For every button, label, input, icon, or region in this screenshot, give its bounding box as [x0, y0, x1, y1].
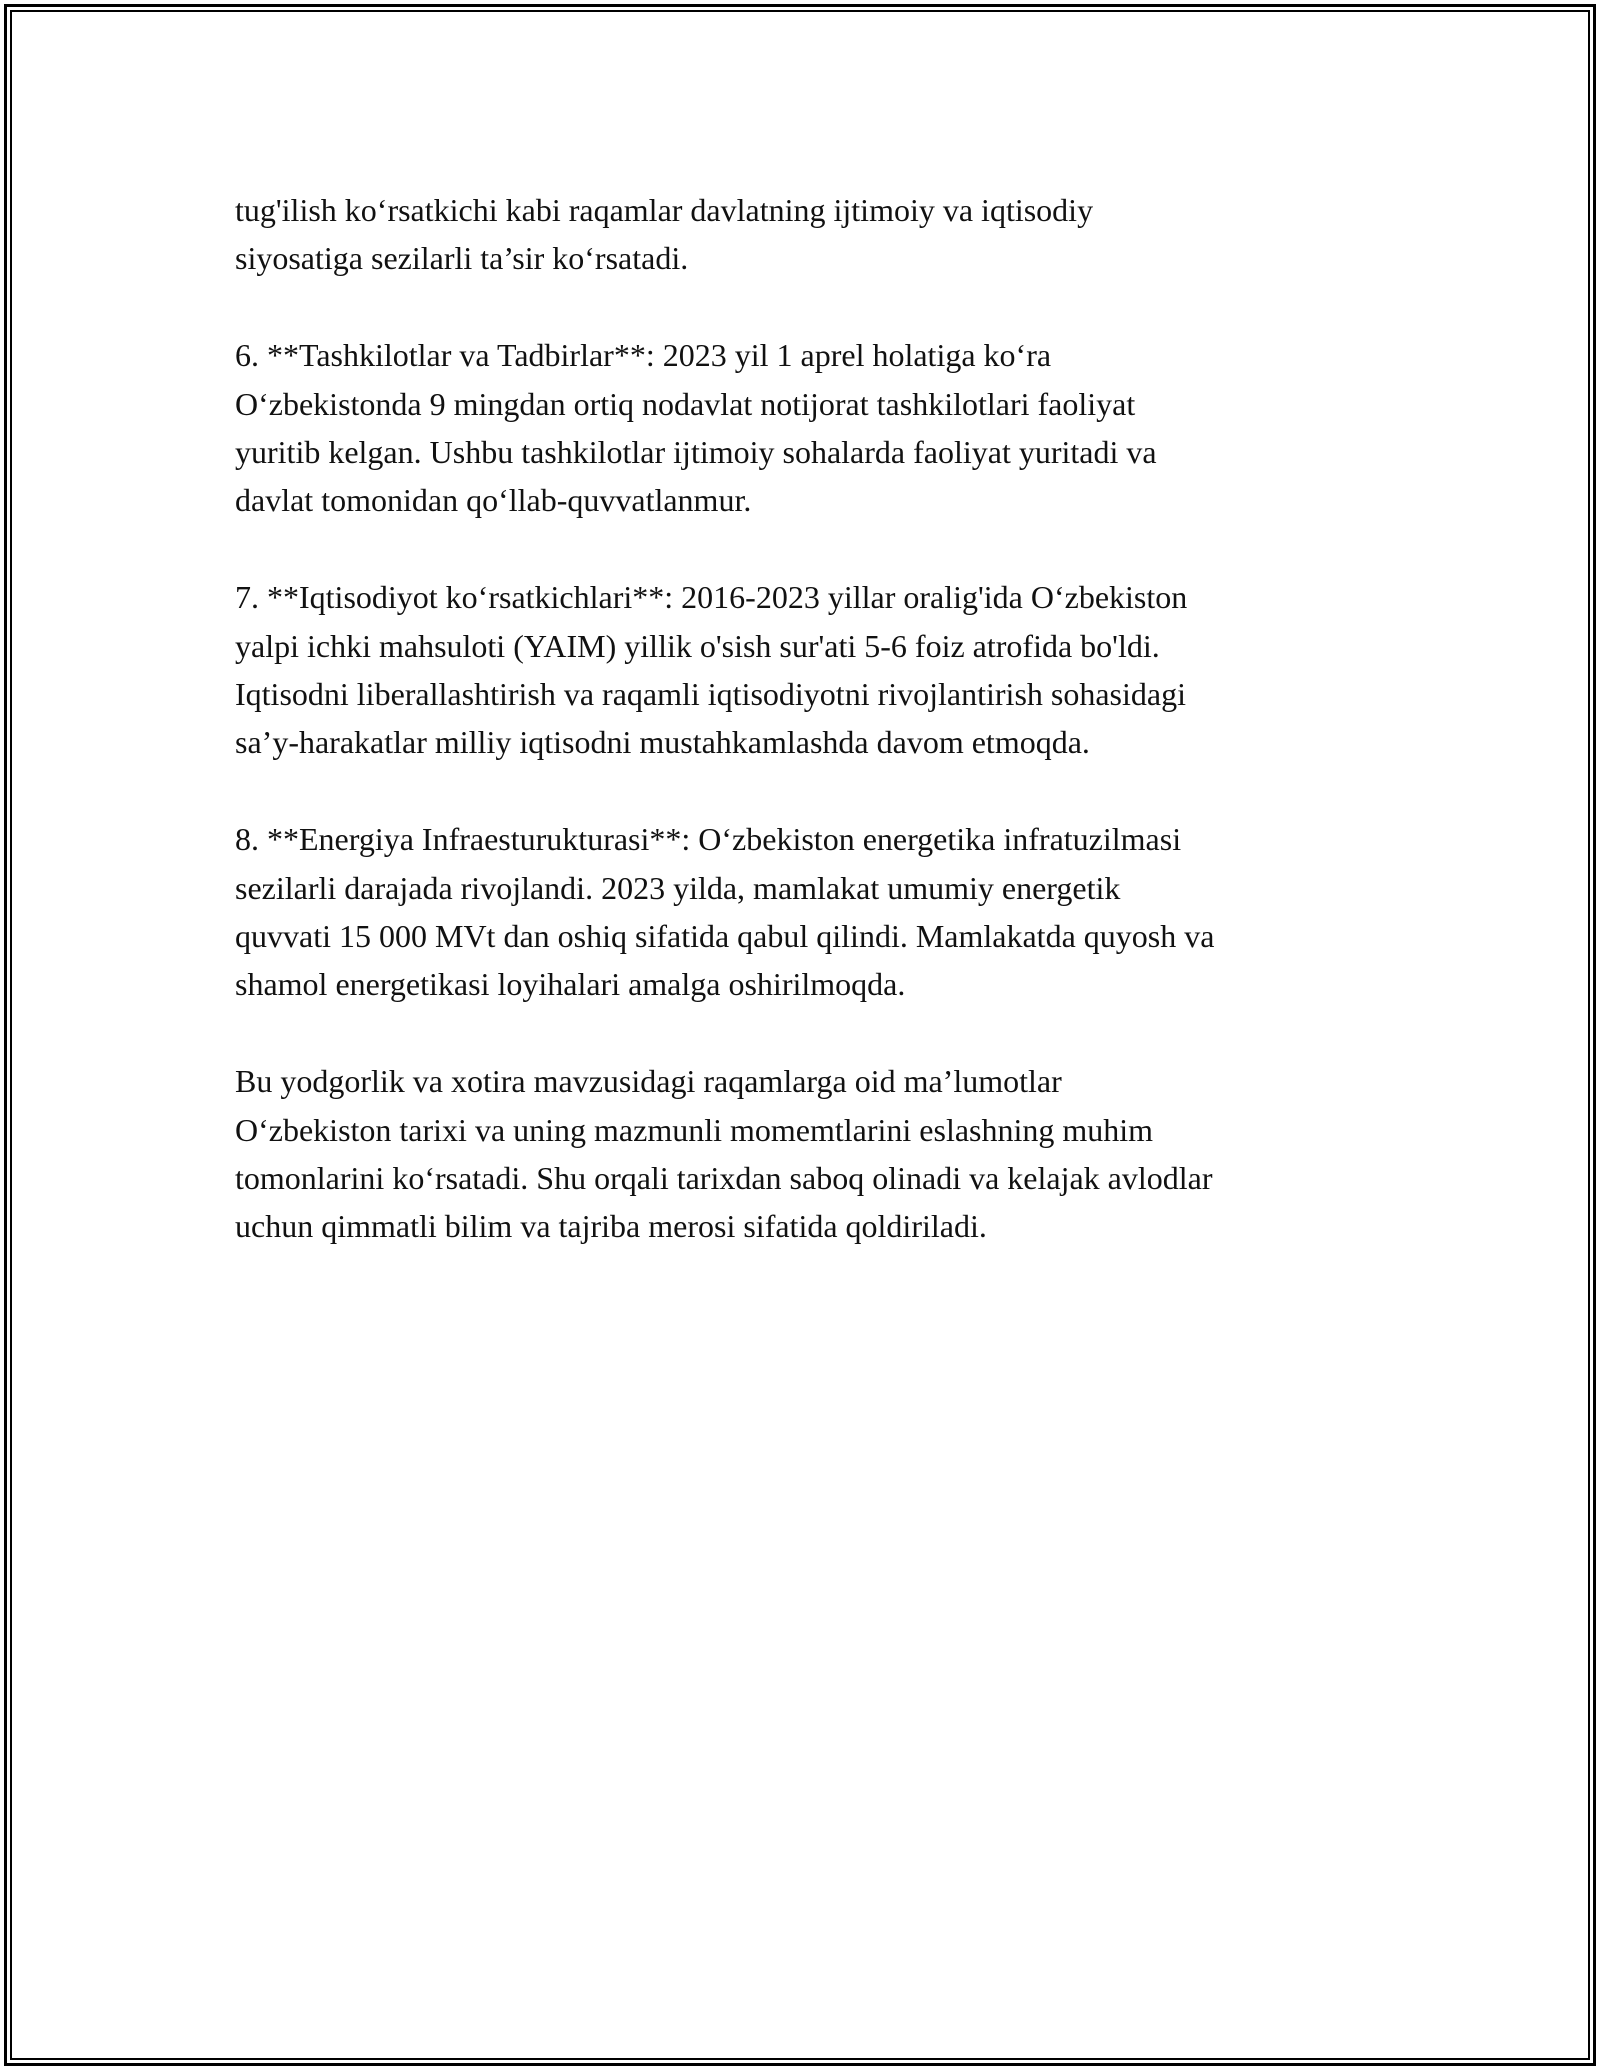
text-line: sezilarli darajada rivojlandi. 2023 yilda, mamlakat umumiy energetik: [235, 869, 1121, 906]
text-line: davlat tomonidan qo‘llab-quvvatlanmur.: [235, 482, 752, 519]
text-line: O‘zbekistonda 9 mingdan ortiq nodavlat notijorat tashkilotlari faoliyat: [235, 385, 1136, 422]
text-line: uchun qimmatli bilim va tajriba merosi sifatida qoldiriladi.: [235, 1208, 987, 1245]
paragraph-economy: [235, 573, 1385, 767]
text-line: yuritib kelgan. Ushbu tashkilotlar ijtimoiy sohalarda faoliyat yuritadi va: [235, 434, 1157, 471]
document-body: [235, 186, 1385, 1299]
text-line: O‘zbekiston tarixi va uning mazmunli momemtlarini eslashning muhim: [235, 1111, 1154, 1148]
text-line: Bu yodgorlik va xotira mavzusidagi raqamlarga oid ma’lumotlar: [235, 1063, 1062, 1100]
paragraph-continuation: [235, 186, 1385, 283]
text-line: 6. **Tashkilotlar va Tadbirlar**: 2023 yil 1 aprel holatiga ko‘ra: [235, 337, 1052, 374]
text-line: Iqtisodni liberallashtirish va raqamli iqtisodiyotni rivojlantirish sohasidagi: [235, 676, 1186, 713]
paragraph-conclusion: [235, 1057, 1385, 1251]
text-line: tomonlarini ko‘rsatadi. Shu orqali tarixdan saboq olinadi va kelajak avlodlar: [235, 1160, 1213, 1197]
text-line: tug'ilish ko‘rsatkichi kabi raqamlar davlatning ijtimoiy va iqtisodiy: [235, 192, 1094, 228]
text-line: 7. **Iqtisodiyot ko‘rsatkichlari**: 2016-2023 yillar oralig'ida O‘zbekiston: [235, 579, 1188, 616]
paragraph-energy: [235, 815, 1385, 1009]
text-line: siyosatiga sezilarli ta’sir ko‘rsatadi.: [235, 240, 689, 277]
text-line: quvvati 15 000 MVt dan oshiq sifatida qabul qilindi. Mamlakatda quyosh va: [235, 918, 1215, 955]
text-line: 8. **Energiya Infraesturukturasi**: O‘zbekiston energetika infratuzilmasi: [235, 821, 1182, 858]
paragraph-organizations: [235, 331, 1385, 525]
text-line: yalpi ichki mahsuloti (YAIM) yillik o'sish sur'ati 5-6 foiz atrofida bo'ldi.: [235, 627, 1160, 664]
text-line: shamol energetikasi loyihalari amalga oshirilmoqda.: [235, 966, 906, 1003]
text-line: sa’y-harakatlar milliy iqtisodni mustahkamlashda davom etmoqda.: [235, 724, 1090, 761]
